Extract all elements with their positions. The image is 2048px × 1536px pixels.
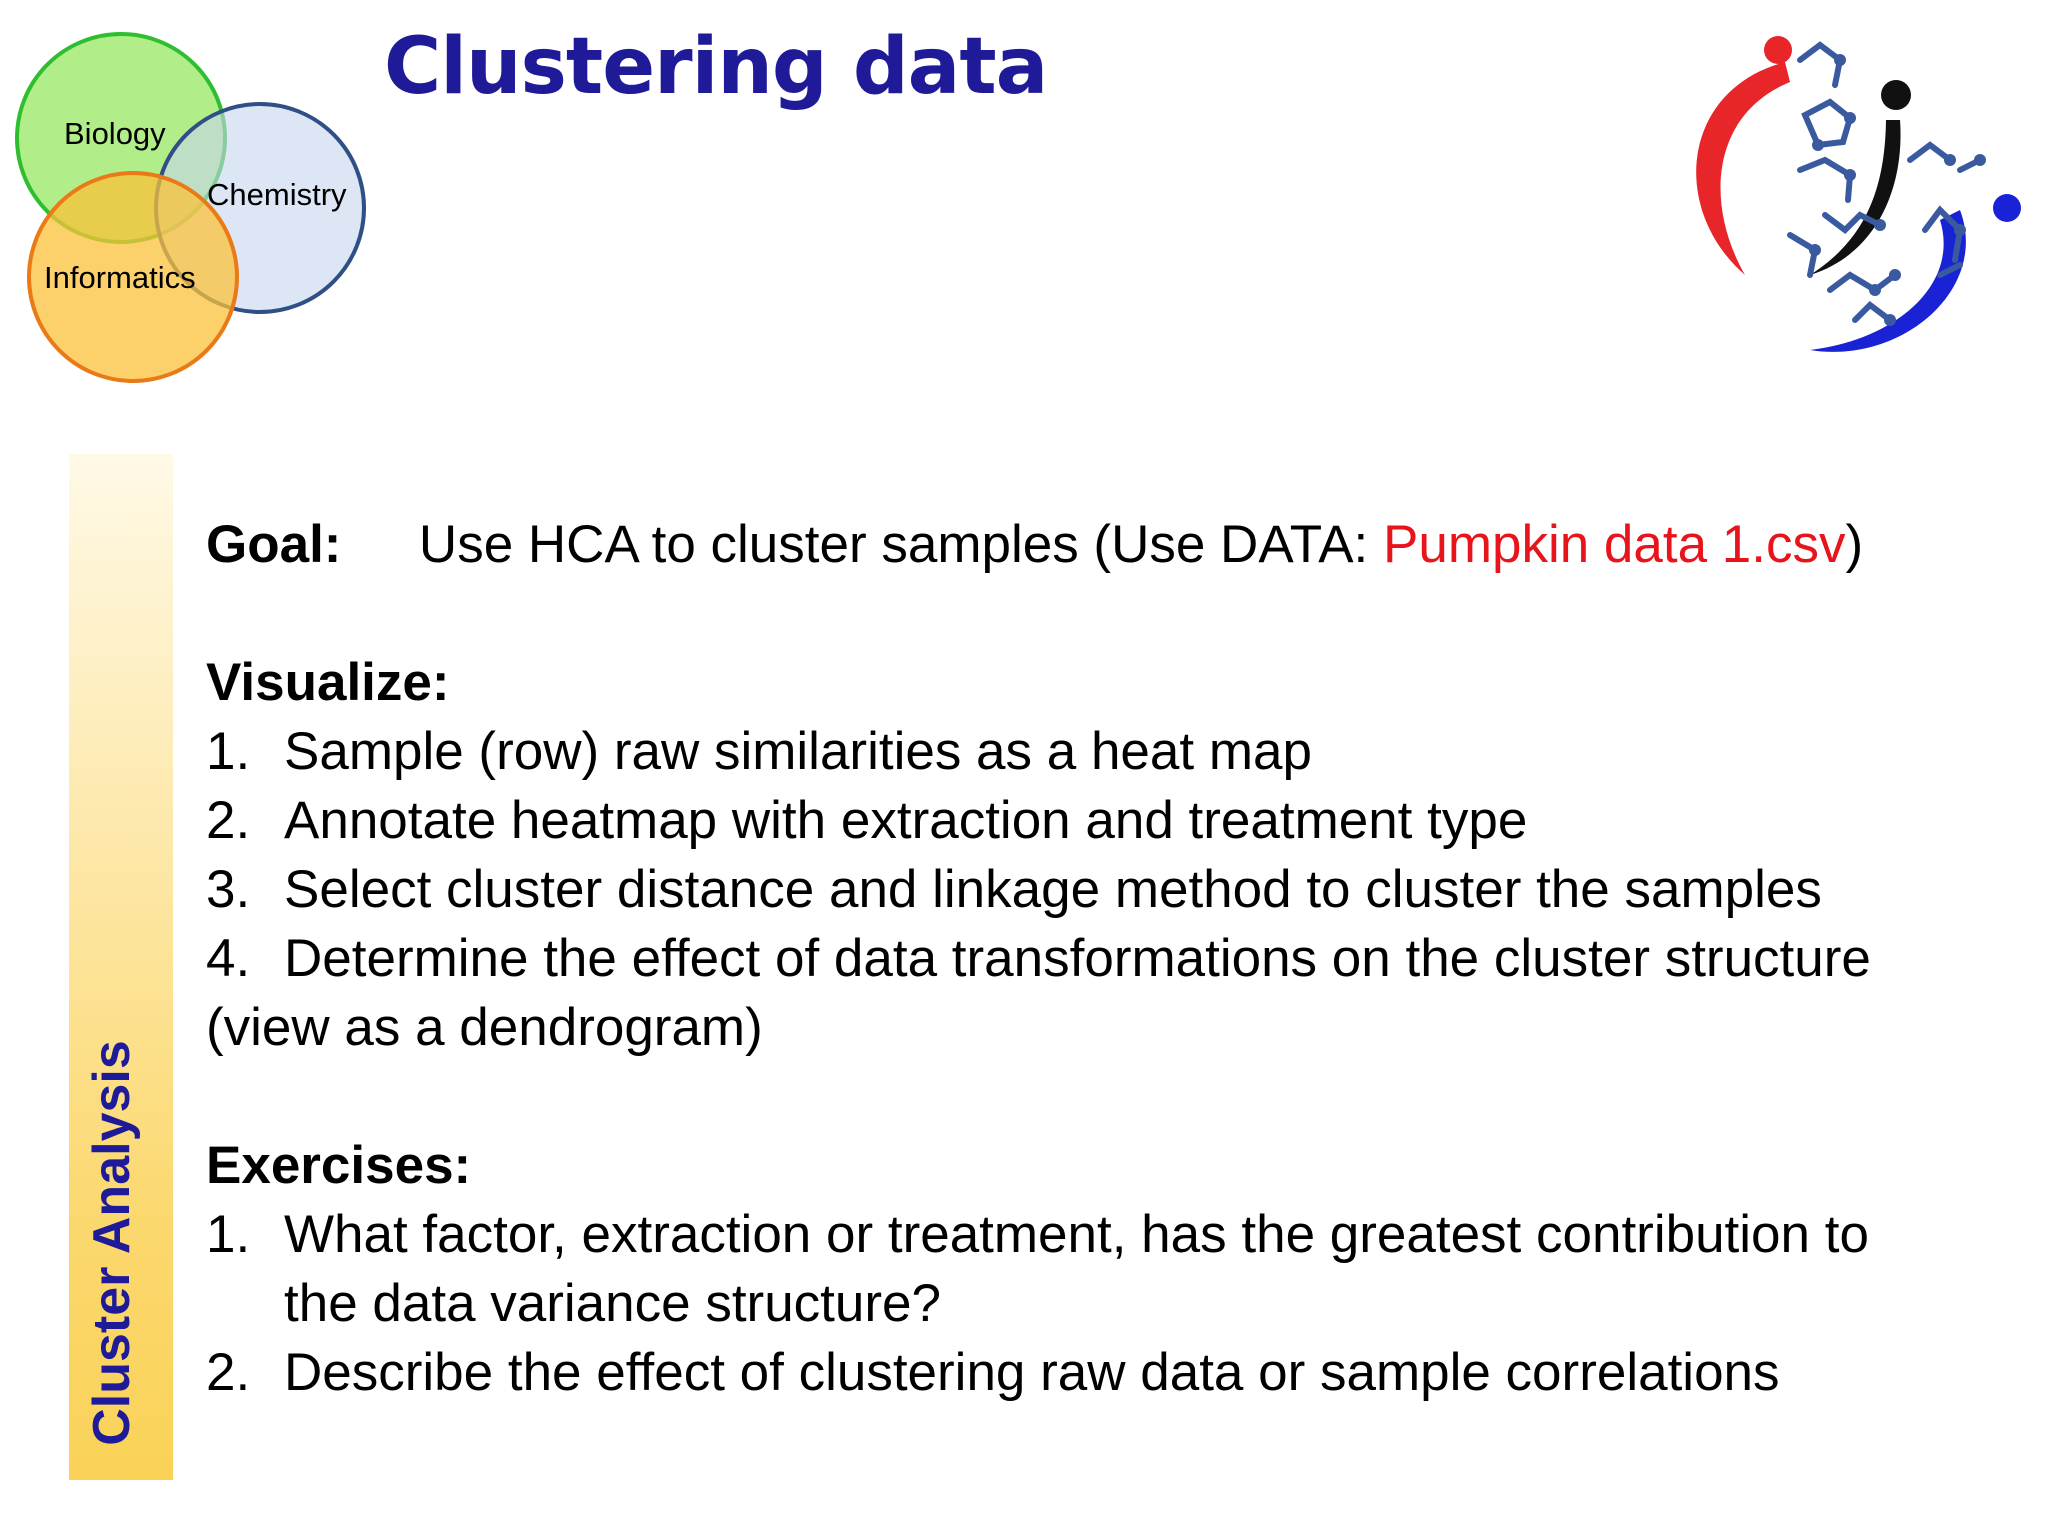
list-item-continuation: the data variance structure? [284,1274,941,1333]
slide-content [206,510,2036,1407]
item-text: Select cluster distance and linkage method to cluster the samples [284,860,1822,919]
venn-label-informatics: Informatics [44,260,196,295]
item-number: 2. [206,791,251,850]
goal-text: Use HCA to cluster samples (Use DATA: [418,515,1383,574]
list-item [206,717,2036,786]
item-number: 3. [206,860,251,919]
visualize-heading: Visualize: [206,653,450,712]
venn-diagram [0,0,380,400]
sidebar-label: Cluster Analysis [83,1040,141,1446]
slide-title: Clustering data [384,22,1048,112]
item-number: 2. [206,1343,251,1402]
list-item [206,855,2036,924]
data-file-name: Pumpkin data 1.csv [1383,515,1846,574]
list-item [206,1200,2036,1269]
item-text: What factor, extraction or treatment, has the greatest contribution to [284,1205,1869,1264]
list-item [206,786,2036,855]
item-number: 1. [206,1205,251,1264]
item-text: Annotate heatmap with extraction and treatment type [284,791,1528,850]
list-item [206,924,2036,993]
goal-line [206,510,2036,579]
item-text: Sample (row) raw similarities as a heat map [284,722,1312,781]
list-item-continuation: (view as a dendrogram) [206,998,763,1057]
molecule-logo-icon [1650,20,2030,380]
goal-close-paren: ) [1845,515,1864,574]
goal-label: Goal: [206,515,342,574]
item-text: Determine the effect of data transformations on the cluster structure [284,929,1871,988]
exercises-heading: Exercises: [206,1136,472,1195]
list-item [206,1338,2036,1407]
venn-label-chemistry: Chemistry [207,177,347,212]
item-number: 1. [206,722,251,781]
venn-label-biology: Biology [64,116,166,151]
item-text: Describe the effect of clustering raw data or sample correlations [284,1343,1780,1402]
item-number: 4. [206,929,251,988]
